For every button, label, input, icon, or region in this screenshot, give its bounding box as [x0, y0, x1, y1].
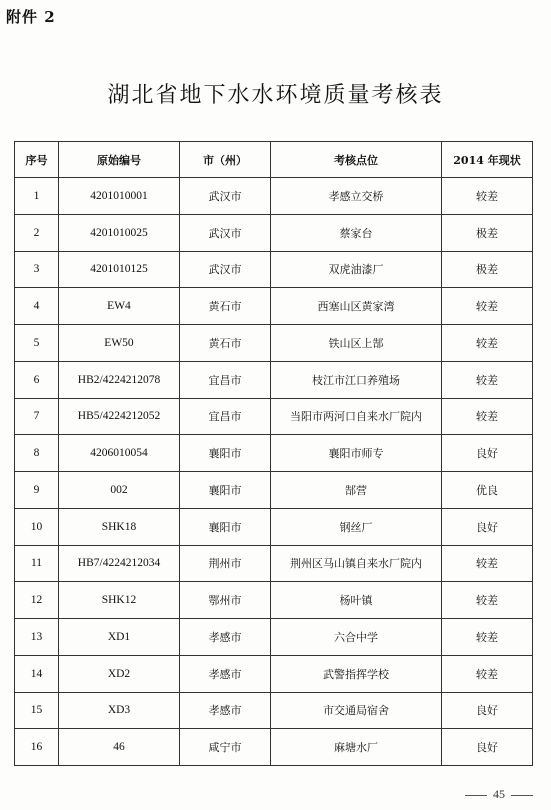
cell-city: 襄阳市: [180, 472, 271, 509]
cell-city: 武汉市: [180, 251, 271, 288]
cell-original-code: 46: [59, 729, 180, 766]
cell-status: 良好: [442, 729, 533, 766]
cell-site: 铁山区上郜: [271, 325, 442, 362]
cell-city: 孝感市: [180, 619, 271, 656]
cell-original-code: 4206010054: [59, 435, 180, 472]
cell-city: 孝感市: [180, 692, 271, 729]
cell-city: 黄石市: [180, 325, 271, 362]
cell-city: 孝感市: [180, 655, 271, 692]
table-row: [15, 214, 533, 251]
table-row: [15, 435, 533, 472]
table-row: [15, 288, 533, 325]
cell-city: 宜昌市: [180, 398, 271, 435]
table-row: [15, 472, 533, 509]
cell-index: 5: [15, 325, 59, 362]
table-row: [15, 729, 533, 766]
cell-city: 宜昌市: [180, 361, 271, 398]
cell-original-code: EW50: [59, 325, 180, 362]
table-row: [15, 178, 533, 215]
cell-original-code: SHK12: [59, 582, 180, 619]
cell-site: 武警指挥学校: [271, 655, 442, 692]
header-index: 序号: [15, 142, 59, 178]
table-header-row: [15, 142, 533, 178]
cell-city: 襄阳市: [180, 435, 271, 472]
table-body: [15, 178, 533, 766]
cell-index: 14: [15, 655, 59, 692]
cell-original-code: XD3: [59, 692, 180, 729]
cell-index: 12: [15, 582, 59, 619]
footer-dash-left: [465, 795, 487, 796]
cell-index: 6: [15, 361, 59, 398]
cell-status: 良好: [442, 435, 533, 472]
cell-index: 15: [15, 692, 59, 729]
table-row: [15, 398, 533, 435]
table-row: [15, 325, 533, 362]
cell-status: 较差: [442, 545, 533, 582]
cell-city: 武汉市: [180, 214, 271, 251]
cell-site: 市交通局宿舍: [271, 692, 442, 729]
attachment-label: 附件 2: [6, 8, 56, 26]
cell-site: 枝江市江口养殖场: [271, 361, 442, 398]
cell-index: 10: [15, 508, 59, 545]
page-title: 湖北省地下水水环境质量考核表: [107, 83, 444, 108]
cell-site: 蔡家台: [271, 214, 442, 251]
cell-index: 9: [15, 472, 59, 509]
cell-status: 较差: [442, 325, 533, 362]
cell-original-code: EW4: [59, 288, 180, 325]
header-city: 市（州）: [180, 142, 271, 178]
table-row: [15, 619, 533, 656]
cell-city: 荆州市: [180, 545, 271, 582]
cell-original-code: XD2: [59, 655, 180, 692]
cell-city: 鄂州市: [180, 582, 271, 619]
cell-status: 良好: [442, 692, 533, 729]
cell-status: 较差: [442, 582, 533, 619]
cell-site: 荆州区马山镇自来水厂院内: [271, 545, 442, 582]
table-row: [15, 508, 533, 545]
footer-dash-right: [511, 795, 533, 796]
table-row: [15, 545, 533, 582]
cell-original-code: HB2/4224212078: [59, 361, 180, 398]
cell-original-code: 4201010125: [59, 251, 180, 288]
cell-status: 优良: [442, 472, 533, 509]
cell-status: 较差: [442, 288, 533, 325]
cell-site: 当阳市两河口自来水厂院内: [271, 398, 442, 435]
assessment-table: [14, 141, 533, 766]
cell-original-code: 4201010001: [59, 178, 180, 215]
table-row: [15, 361, 533, 398]
header-original-code: 原始编号: [59, 142, 180, 178]
cell-status: 极差: [442, 214, 533, 251]
cell-status: 极差: [442, 251, 533, 288]
cell-index: 13: [15, 619, 59, 656]
cell-site: 六合中学: [271, 619, 442, 656]
table-row: [15, 655, 533, 692]
cell-original-code: 4201010025: [59, 214, 180, 251]
cell-status: 较差: [442, 178, 533, 215]
header-status: 2014 年现状: [442, 142, 533, 178]
cell-site: 孝感立交桥: [271, 178, 442, 215]
cell-city: 武汉市: [180, 178, 271, 215]
cell-status: 较差: [442, 361, 533, 398]
cell-site: 西塞山区黄家湾: [271, 288, 442, 325]
cell-site: 郜营: [271, 472, 442, 509]
cell-status: 较差: [442, 655, 533, 692]
page-number: 45: [493, 787, 505, 801]
cell-index: 8: [15, 435, 59, 472]
table-row: [15, 582, 533, 619]
table-row: [15, 692, 533, 729]
cell-site: 双虎油漆厂: [271, 251, 442, 288]
cell-city: 黄石市: [180, 288, 271, 325]
cell-status: 良好: [442, 508, 533, 545]
page-footer: [459, 787, 539, 802]
cell-index: 1: [15, 178, 59, 215]
cell-original-code: 002: [59, 472, 180, 509]
cell-index: 7: [15, 398, 59, 435]
cell-city: 咸宁市: [180, 729, 271, 766]
cell-index: 2: [15, 214, 59, 251]
cell-site: 襄阳市师专: [271, 435, 442, 472]
cell-status: 较差: [442, 619, 533, 656]
cell-site: 钢丝厂: [271, 508, 442, 545]
cell-original-code: HB7/4224212034: [59, 545, 180, 582]
cell-index: 3: [15, 251, 59, 288]
cell-city: 襄阳市: [180, 508, 271, 545]
cell-index: 11: [15, 545, 59, 582]
cell-site: 麻塘水厂: [271, 729, 442, 766]
cell-original-code: XD1: [59, 619, 180, 656]
cell-original-code: HB5/4224212052: [59, 398, 180, 435]
cell-index: 4: [15, 288, 59, 325]
cell-index: 16: [15, 729, 59, 766]
cell-site: 杨叶镇: [271, 582, 442, 619]
cell-original-code: SHK18: [59, 508, 180, 545]
cell-status: 较差: [442, 398, 533, 435]
table-row: [15, 251, 533, 288]
header-site: 考核点位: [271, 142, 442, 178]
